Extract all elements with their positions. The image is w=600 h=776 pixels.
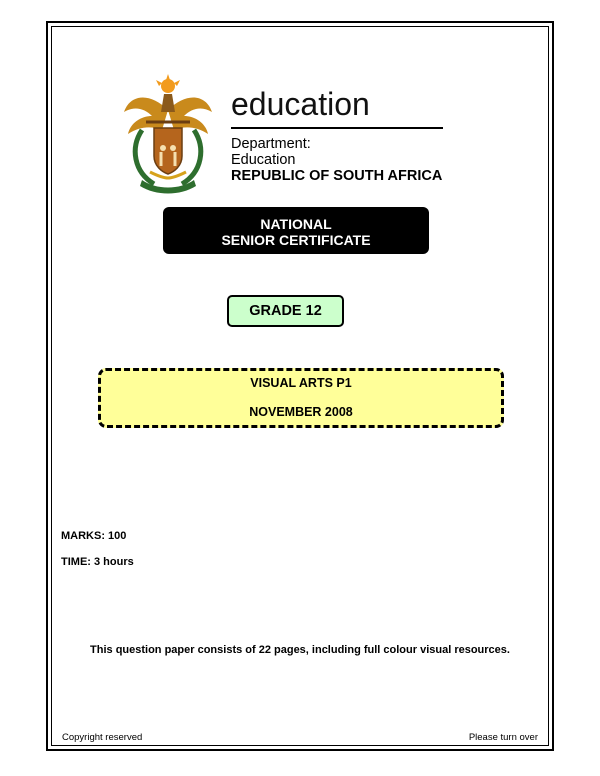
footer-turn-over: Please turn over — [468, 732, 538, 743]
grade-badge: GRADE 12 — [227, 295, 344, 327]
certificate-title-box — [163, 207, 429, 254]
coat-of-arms-icon — [120, 72, 216, 194]
footer-copyright: Copyright reserved — [62, 732, 143, 743]
wordmark-rule — [231, 127, 443, 129]
education-wordmark: education — [231, 86, 370, 122]
department-label: Department: — [231, 136, 311, 152]
certificate-title-line2: SENIOR CERTIFICATE — [221, 232, 371, 248]
exam-session: NOVEMBER 2008 — [249, 405, 353, 419]
subject-name: VISUAL ARTS P1 — [250, 376, 352, 390]
time-label: TIME: 3 hours — [61, 556, 134, 568]
marks-label: MARKS: 100 — [61, 530, 127, 542]
certificate-title-line1: NATIONAL — [260, 216, 332, 232]
country-name: REPUBLIC OF SOUTH AFRICA — [231, 168, 443, 184]
page-count-note: This question paper consists of 22 pages, including full colour visual resources. — [90, 644, 510, 656]
subject-box — [98, 368, 504, 428]
department-name: Education — [231, 152, 296, 168]
